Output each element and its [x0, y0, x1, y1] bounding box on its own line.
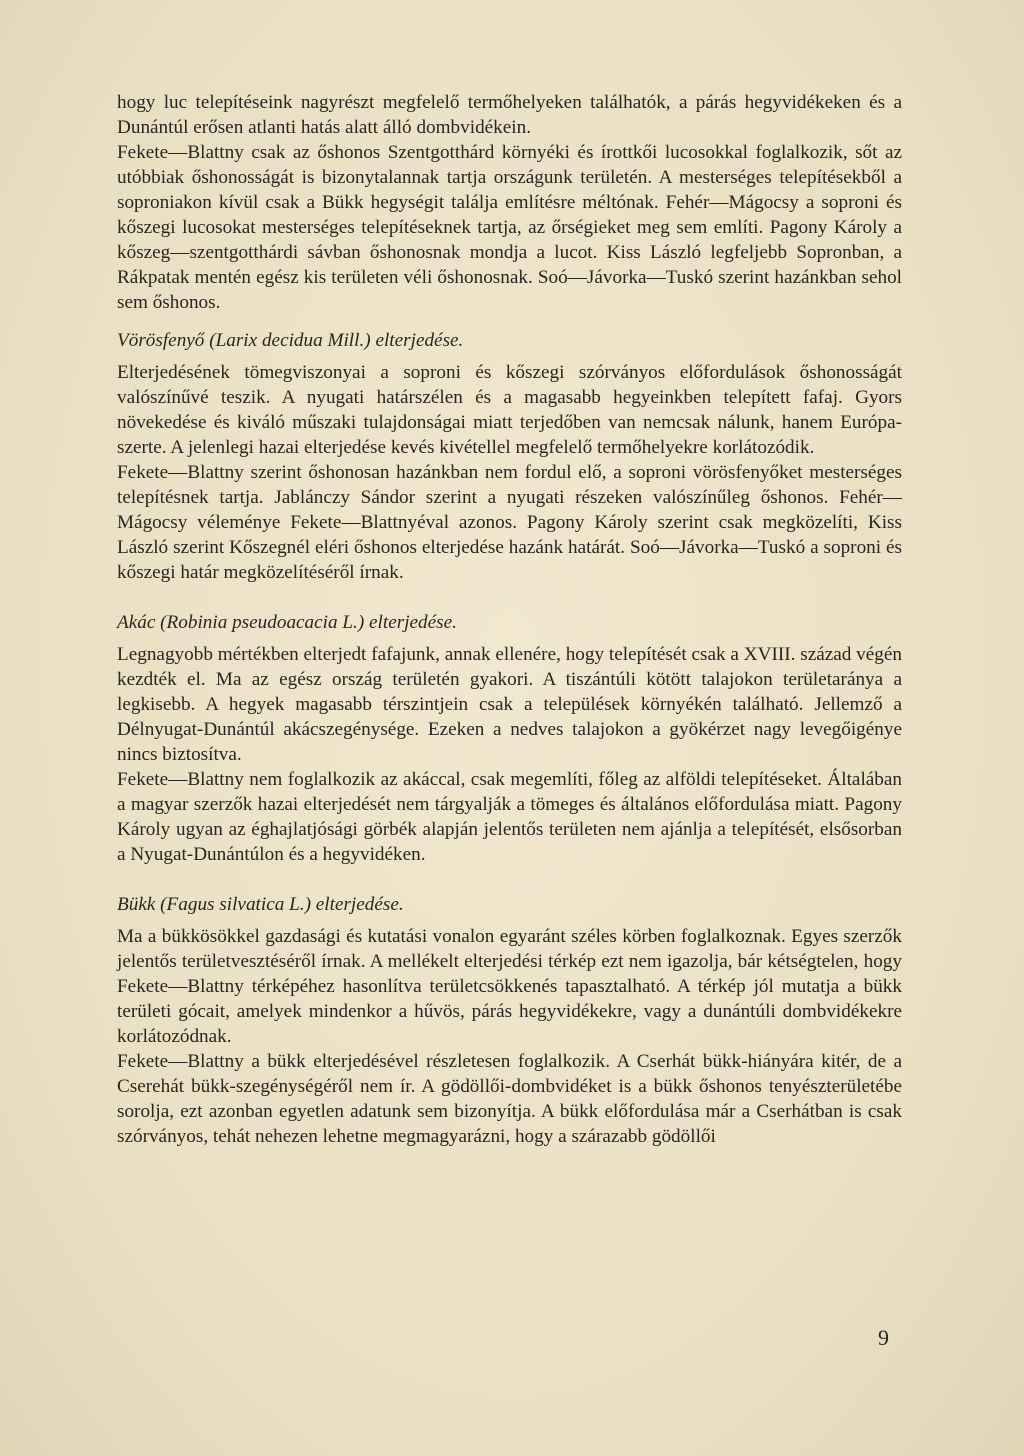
paragraph-acacia-authors: Fekete—Blattny nem foglalkozik az akáccal, csak megemlíti, főleg az alföldi telepítéseket. Általában a magyar szerzők hazai elterjedését nem tárgyalják a tömeges és általános előfordulása miatt. Pagony Károly ugyan az éghajlatjósági görbék alapján jelentős területen nem ajánlja a telepítését, elsősorban a Nyugat-Dunántúlon és a hegyvidéken.	[117, 769, 902, 865]
page-body	[117, 90, 902, 1149]
paragraph-beech-authors: Fekete—Blattny a bükk elterjedésével részletesen foglalkozik. A Cserhát bükk-hiányára kitér, de a Cserehát bükk-szegénységéről nem ír. A gödöllői-dombvidéket is a bükk őshonos tenyészterületébe sorolja, ezt azonban egyetlen adatunk sem bizonyítja. A bükk előfordulása már a Cserhátban is csak szórványos, tehát nehezen lehetne megmagyarázni, hogy a szárazabb gödöllői	[117, 1051, 902, 1147]
paragraph-spruce-continuation: hogy luc telepítéseink nagyrészt megfelelő termőhelyeken találhatók, a párás hegyvidékeken és a Dunántúl erősen atlanti hatás alatt álló dombvidékein.	[117, 92, 902, 138]
paragraph-spruce-authors: Fekete—Blattny csak az őshonos Szentgotthárd környéki és írottkői lucosokkal foglalkozik, sőt az utóbbiak őshonosságát is bizonytalannak tartja országunk területén. A mesterséges telepítésekből a soproniakon kívül csak a Bükk hegységit találja említésre méltónak. Fehér—Mágocsy a soproni és kőszegi lucosokat mesterséges telepítéseknek tartja, az őrségieket meg sem említi. Pagony Károly a kőszeg—szentgotthárdi sávban őshonosnak mondja a lucot. Kiss László legfeljebb Sopronban, a Rákpatak mentén egész kis területen véli őshonosnak. Soó—Jávorka—Tuskó szerint hazánkban sehol sem őshonos.	[117, 142, 902, 313]
paragraph-larch-authors: Fekete—Blattny szerint őshonosan hazánkban nem fordul elő, a soproni vörösfenyőket mesterséges telepítésnek tartja. Jablánczy Sándor szerint a nyugati részeken valószínűleg őshonos. Fehér—Mágocsy véleménye Fekete—Blattnyéval azonos. Pagony Károly szerint csak megközelíti, Kiss László szerint Kőszegnél eléri őshonos elterjedése hazánk határát. Soó—Jávorka—Tuskó a soproni és kőszegi határ megközelítéséről írnak.	[117, 462, 902, 583]
paragraph-acacia-distribution: Legnagyobb mértékben elterjedt fafajunk, annak ellenére, hogy telepítését csak a XVIII. század végén kezdték el. Ma az egész ország területén gyakori. A tiszántúli kötött talajokon területaránya a legkisebb. A hegyek magasabb térszintjein csak a települések környékén található. Jellemző a Délnyugat-Dunántúl akácszegénysége. Ezeken a nedves talajokon a gyökérzet nagy levegőigénye nincs biztosítva.	[117, 644, 902, 765]
paragraph-beech-research: Ma a bükkösökkel gazdasági és kutatási vonalon egyaránt széles körben foglalkoznak. Egyes szerzők jelentős területvesztéséről írnak. A mellékelt elterjedési térkép ezt nem igazolja, bár kétségtelen, hogy Fekete—Blattny térképéhez hasonlítva területcsökkenés tapasztalható. A térkép jól mutatja a bükk területi gócait, amelyek mindenkor a hűvös, párás hegyvidékekre, vagy a dunántúli dombvidékekre korlátozódnak.	[117, 926, 902, 1047]
paragraph-larch-distribution: Elterjedésének tömegviszonyai a soproni és kőszegi szórványos előfordulások őshonosságát valószínűvé teszik. A nyugati határszélen és a magasabb hegyeinkben telepített fafaj. Gyors növekedése és kiváló műszaki tulajdonságai miatt terjedőben van nemcsak nálunk, hanem Európa-szerte. A jelenlegi hazai elterjedése kevés kivétellel megfelelő termőhelyekre korlátozódik.	[117, 362, 902, 458]
page-number: 9	[878, 1325, 889, 1350]
heading-larch: Vörösfenyő (Larix decidua Mill.) elterjedése.	[117, 330, 464, 351]
heading-beech: Bükk (Fagus silvatica L.) elterjedése.	[117, 894, 404, 915]
heading-acacia: Akác (Robinia pseudoacacia L.) elterjedése.	[117, 612, 457, 633]
